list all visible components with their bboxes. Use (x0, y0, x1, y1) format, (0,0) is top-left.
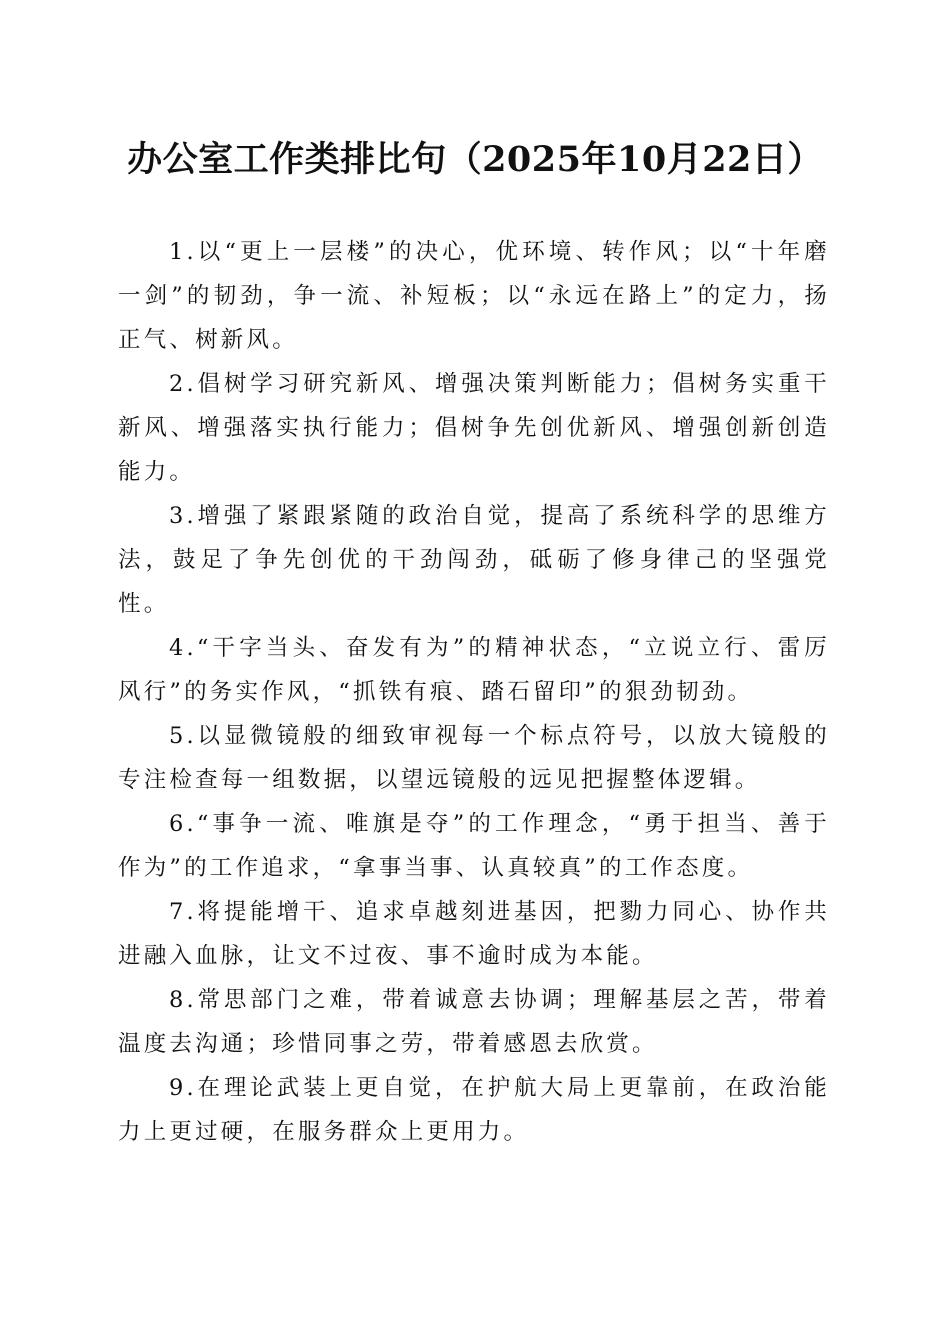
paragraph-4: 4.“干字当头、奋发有为”的精神状态，“立说立行、雷厉风行”的务实作风，“抓铁有痕、踏石留印”的狠劲韧劲。 (118, 635, 830, 705)
paragraph-8: 8.常思部门之难，带着诚意去协调；理解基层之苦，带着温度去沟通；珍惜同事之劳，带着感恩去欣赏。 (118, 987, 830, 1057)
paragraph-3: 3.增强了紧跟紧随的政治自觉，提高了系统科学的思维方法，鼓足了争先创优的干劲闯劲，砥砺了修身律己的坚强党性。 (118, 503, 830, 617)
document-body (118, 230, 830, 1154)
paragraph-7: 7.将提能增干、追求卓越刻进基因，把勠力同心、协作共进融入血脉，让文不过夜、事不逾时成为本能。 (118, 899, 830, 969)
paragraph-1: 1.以“更上一层楼”的决心，优环境、转作风；以“十年磨一剑”的韧劲，争一流、补短板；以“永远在路上”的定力，扬正气、树新风。 (118, 239, 830, 353)
paragraph-6: 6.“事争一流、唯旗是夺”的工作理念，“勇于担当、善于作为”的工作追求，“拿事当事、认真较真”的工作态度。 (118, 811, 830, 881)
paragraph-2: 2.倡树学习研究新风、增强决策判断能力；倡树务实重干新风、增强落实执行能力；倡树争先创优新风、增强创新创造能力。 (118, 371, 830, 485)
paragraph-5: 5.以显微镜般的细致审视每一个标点符号，以放大镜般的专注检查每一组数据，以望远镜般的远见把握整体逻辑。 (118, 723, 830, 793)
paragraph-9: 9.在理论武装上更自觉，在护航大局上更靠前，在政治能力上更过硬，在服务群众上更用力。 (118, 1075, 830, 1145)
document-title: 办公室工作类排比句（2025年10月22日） (127, 139, 823, 180)
